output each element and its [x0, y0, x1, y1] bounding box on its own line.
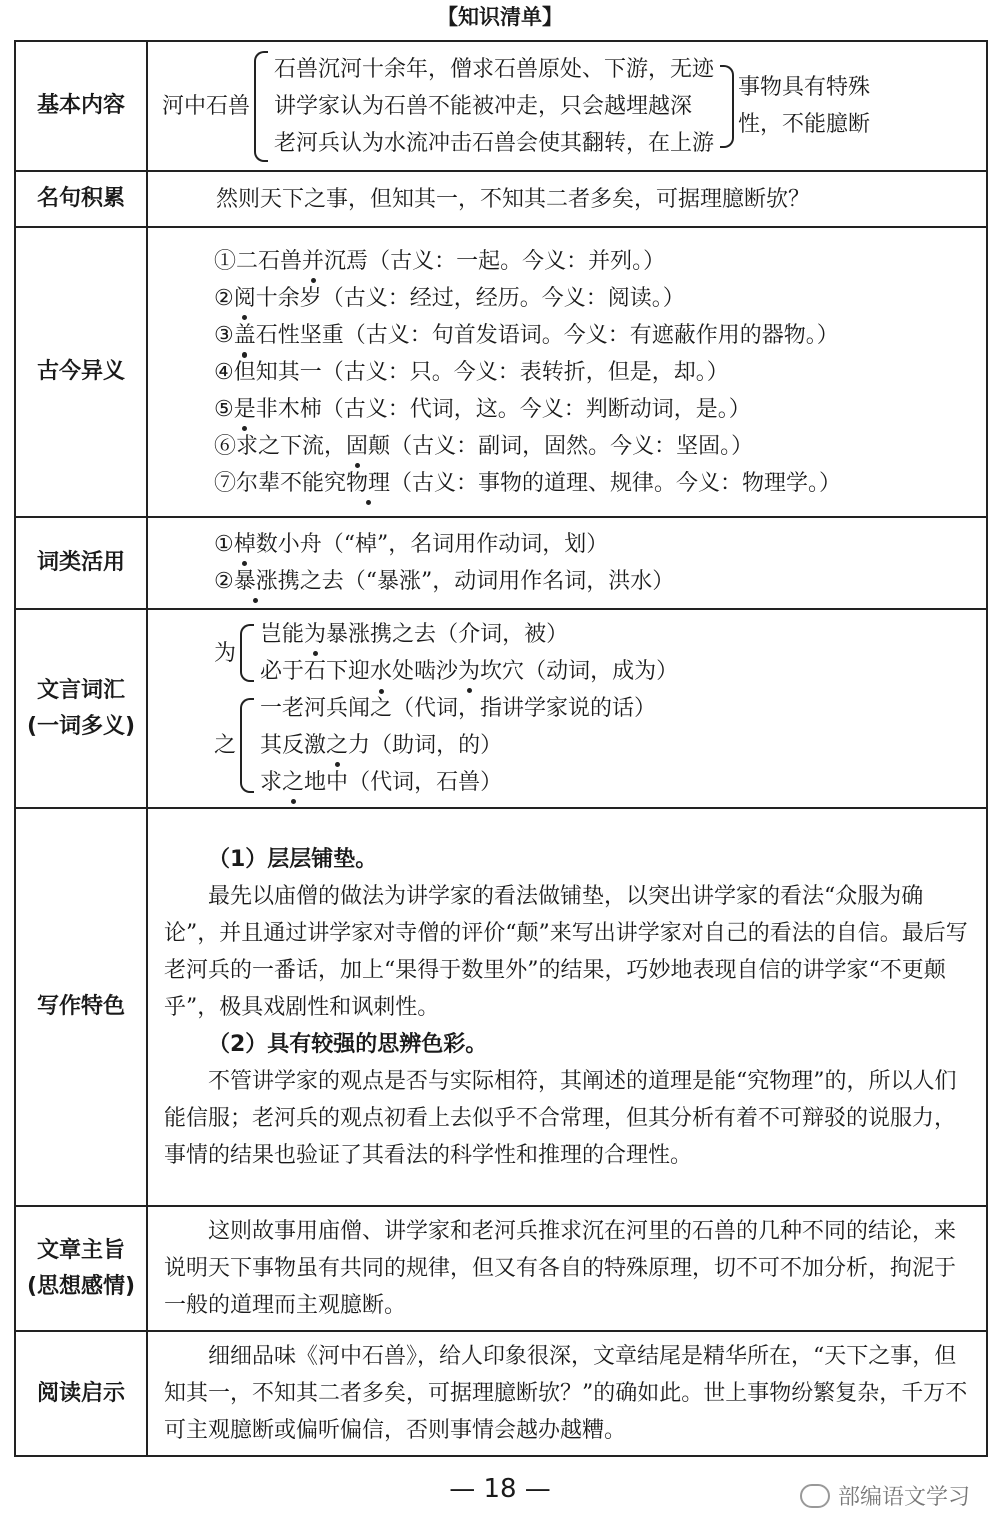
open-brace	[240, 698, 254, 793]
chat-bubble-icon	[800, 1484, 830, 1508]
ancient-item: ⑦尔辈不能究物理（古义：事物的道理、规律。今义：物理学。）	[214, 465, 972, 502]
vocab-item: 一老河兵闻之（代词，指讲学家说的话）	[260, 690, 656, 727]
label-basic: 基本内容	[15, 41, 147, 171]
vocab-item: 必于石下迎水处啮沙为坎穴（动词，成为）	[260, 653, 678, 690]
wordclass-item: ②暴涨携之去（“暴涨”，动词用作名词，洪水）	[214, 563, 972, 600]
basic-item: 老河兵认为水流冲击石兽会使其翻转，在上游	[274, 130, 715, 156]
basic-item: 石兽沉河十余年，僧求石兽原处、下游，无迹	[274, 56, 715, 82]
row-vocab	[15, 609, 987, 808]
page-number: — 18 —	[449, 1474, 551, 1504]
label-ancient: 古今异义	[15, 227, 147, 517]
writing-para-1: 最先以庙僧的做法为讲学家的看法做铺垫，以突出讲学家的看法“众服为确论”，并且通过讲学家对寺僧的评价“颠”来写出讲学家对自己的看法的自信。最后写老河兵的一番话，加上“果得于数里外”的结果，巧妙地表现自信的讲学家“不更颠乎”，极具戏剧性和讽刺性。	[164, 883, 968, 1020]
content-insight	[147, 1331, 987, 1456]
watermark: 部编语文学习	[800, 1480, 970, 1511]
writing-para-2: 不管讲学家的观点是否与实际相符，其阐述的道理是能“究物理”的，所以人们能信服；老河兵的观点初看上去似乎不合常理，但其分析有着不可辩驳的说服力，事情的结果也验证了其看法的科学性和推理的合理性。	[164, 1068, 957, 1168]
vocab-item: 求之地中（代词，石兽）	[260, 764, 656, 801]
row-wordclass	[15, 517, 987, 609]
ancient-item: ⑤是非木柿（古义：代词，这。今义：判断动词，是。）	[214, 391, 972, 428]
ancient-item: ②阅十余岁（古义：经过，经历。今义：阅读。）	[214, 280, 972, 317]
theme-text: 这则故事用庙僧、讲学家和老河兵推求沉在河里的石兽的几种不同的结论，来说明天下事物虽有共同的规律，但又有各自的特殊原理，切不可不加分析，拘泥于一般的道理而主观臆断。	[164, 1219, 957, 1318]
ancient-item: ①二石兽并沉焉（古义：一起。今义：并列。）	[214, 243, 972, 280]
open-brace	[254, 51, 268, 162]
section-title: 【知识清单】	[437, 5, 563, 29]
ancient-item: ④但知其一（古义：只。今义：表转折，但是，却。）	[214, 354, 972, 391]
content-writing	[147, 808, 987, 1206]
row-quote	[15, 171, 987, 227]
open-brace	[240, 624, 254, 682]
topic-text: 河中石兽	[162, 93, 251, 119]
label-insight: 阅读启示	[15, 1331, 147, 1456]
row-writing	[15, 808, 987, 1206]
basic-conclusion: 事物具有特殊 性，不能臆断	[738, 75, 871, 137]
basic-list	[274, 51, 714, 162]
vocab-wei: 为 岂能为暴涨携之去（介词，被） 必于石下迎水处啮沙为坎穴（动词，成为）	[214, 616, 972, 690]
row-theme	[15, 1206, 987, 1331]
content-ancient	[147, 227, 987, 517]
label-quote: 名句积累	[15, 171, 147, 227]
knowledge-table	[14, 40, 988, 1457]
basic-item: 讲学家认为石兽不能被冲走，只会越埋越深	[274, 93, 693, 119]
insight-text: 细细品味《河中石兽》，给人印象很深，文章结尾是精华所在，“天下之事，但知其一，不知其二者多矣，可据理臆断欤？”的确如此。世上事物纷繁复杂，千万不可主观臆断或偏听偏信，否则事情会越办越糟。	[164, 1344, 968, 1443]
quote-text: 然则天下之事，但知其一，不知其二者多矣，可据理臆断欤？	[216, 186, 811, 212]
ancient-item: ③盖石性坚重（古义：句首发语词。今义：有遮蔽作用的器物。）	[214, 317, 972, 354]
wordclass-item: ①棹数小舟（“棹”，名词用作动词，划）	[214, 526, 972, 563]
ancient-item: ⑥求之下流，固颠（古义：副词，固然。今义：坚固。）	[214, 428, 972, 465]
row-ancient	[15, 227, 987, 517]
content-quote	[147, 171, 987, 227]
label-wordclass: 词类活用	[15, 517, 147, 609]
content-wordclass	[147, 517, 987, 609]
row-insight	[15, 1331, 987, 1456]
vocab-zhi: 之 一老河兵闻之（代词，指讲学家说的话） 其反激之力（助词，的） 求之地中（代词，石兽）	[214, 690, 972, 801]
row-basic	[15, 41, 987, 171]
content-theme	[147, 1206, 987, 1331]
vocab-item: 其反激之力（助词，的）	[260, 727, 656, 764]
label-writing: 写作特色	[15, 808, 147, 1206]
content-vocab	[147, 609, 987, 808]
writing-heading-1: （1）层层铺垫。	[208, 846, 378, 872]
label-vocab: 文言词汇 (一词多义)	[15, 609, 147, 808]
close-brace	[720, 65, 734, 148]
vocab-item: 岂能为暴涨携之去（介词，被）	[260, 616, 678, 653]
content-basic	[147, 41, 987, 171]
writing-heading-2: （2）具有较强的思辨色彩。	[208, 1031, 488, 1057]
label-theme: 文章主旨 (思想感情)	[15, 1206, 147, 1331]
